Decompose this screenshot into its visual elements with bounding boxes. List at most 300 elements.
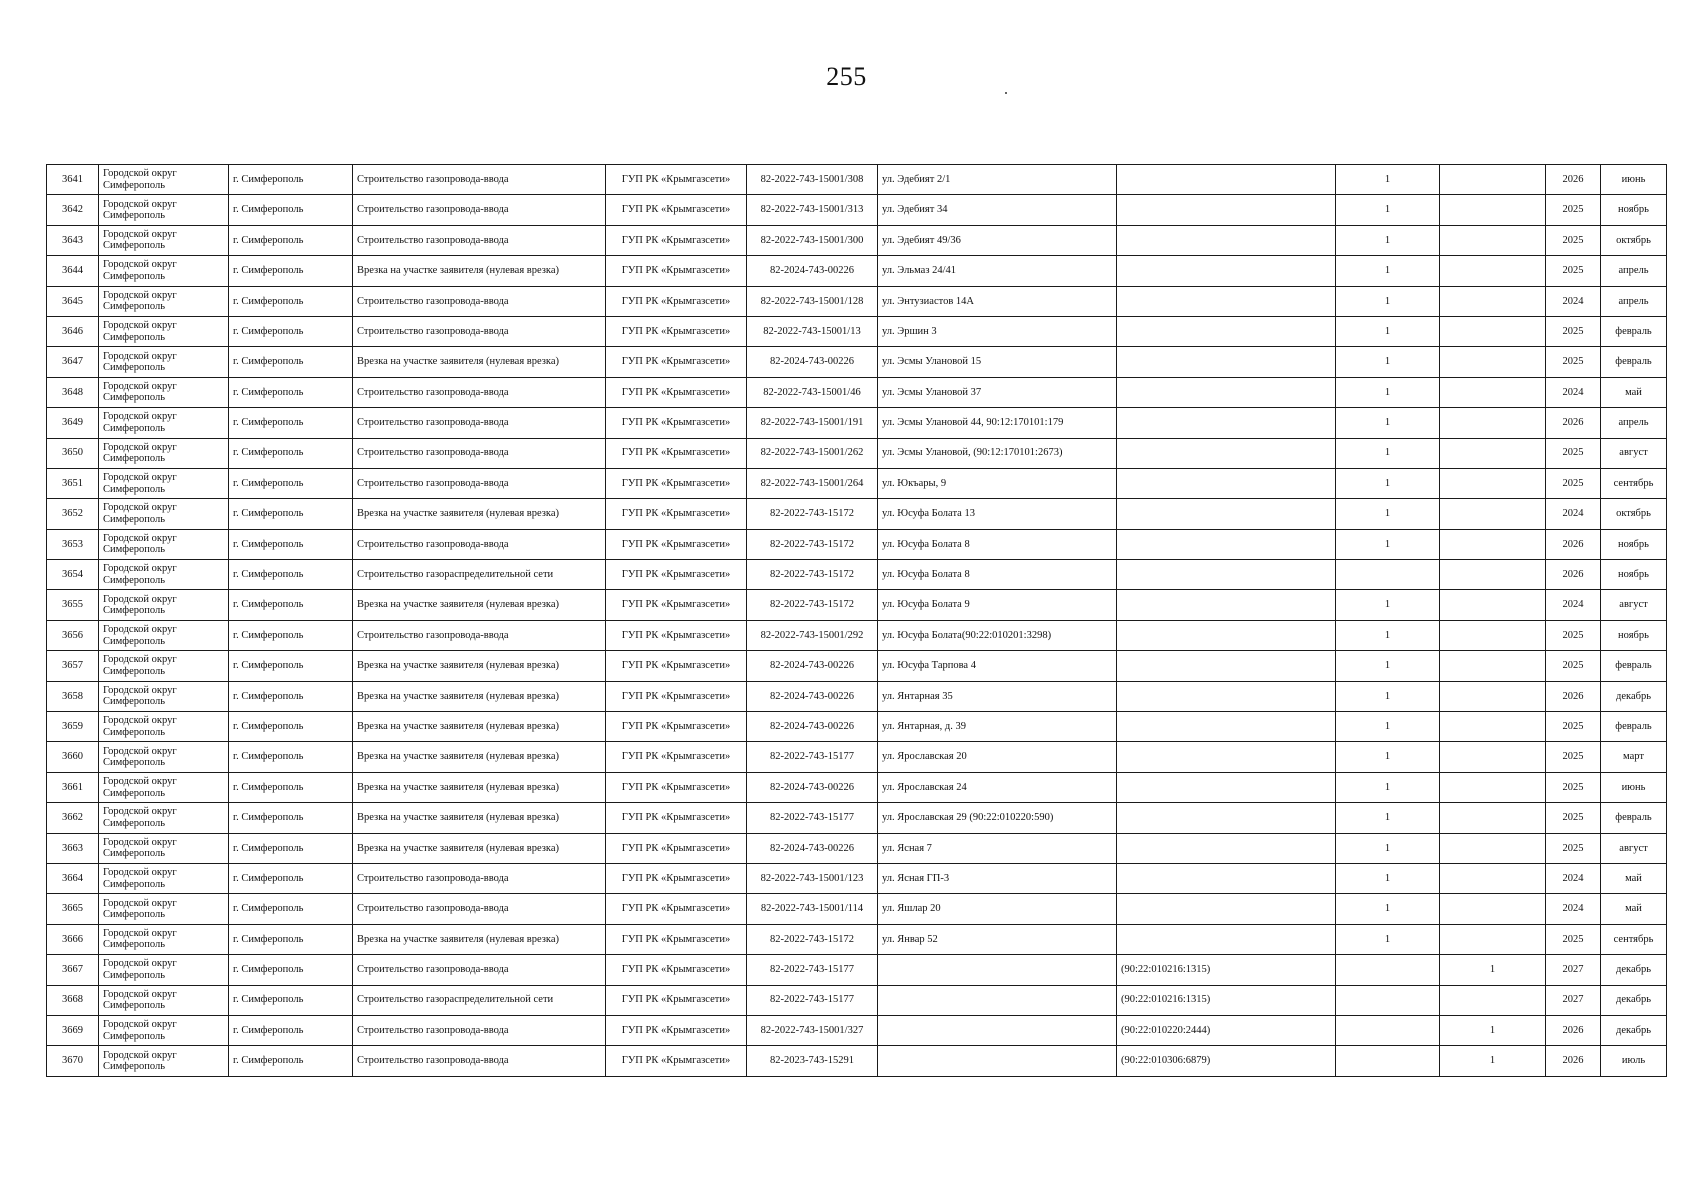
- count-secondary-cell: 1: [1440, 1015, 1546, 1045]
- count-secondary-cell: [1440, 256, 1546, 286]
- count-cell: 1: [1336, 256, 1440, 286]
- month-cell: февраль: [1601, 712, 1667, 742]
- district-cell: Городской округ Симферополь: [99, 377, 229, 407]
- year-cell: 2025: [1546, 924, 1601, 954]
- organization-cell: ГУП РК «Крымгазсети»: [606, 985, 747, 1015]
- table-row: [47, 590, 1667, 620]
- year-cell: 2026: [1546, 560, 1601, 590]
- year-cell: 2025: [1546, 468, 1601, 498]
- count-secondary-cell: [1440, 894, 1546, 924]
- work-type-cell: Строительство газопровода-ввода: [353, 955, 606, 985]
- city-cell: г. Симферополь: [229, 712, 353, 742]
- work-type-cell: Строительство газопровода-ввода: [353, 286, 606, 316]
- year-cell: 2026: [1546, 681, 1601, 711]
- program-code-cell: 82-2024-743-00226: [747, 833, 878, 863]
- year-cell: 2027: [1546, 985, 1601, 1015]
- table-row: [47, 408, 1667, 438]
- year-cell: 2025: [1546, 256, 1601, 286]
- row-number: 3643: [47, 225, 99, 255]
- work-type-cell: Строительство газопровода-ввода: [353, 225, 606, 255]
- row-number: 3646: [47, 316, 99, 346]
- city-cell: г. Симферополь: [229, 772, 353, 802]
- program-code-cell: 82-2022-743-15001/327: [747, 1015, 878, 1045]
- cadastral-cell: [1117, 165, 1336, 195]
- month-cell: февраль: [1601, 316, 1667, 346]
- count-secondary-cell: [1440, 620, 1546, 650]
- count-secondary-cell: [1440, 985, 1546, 1015]
- address-cell: ул. Юсуфа Болата 8: [878, 529, 1117, 559]
- row-number: 3660: [47, 742, 99, 772]
- work-type-cell: Врезка на участке заявителя (нулевая врезка): [353, 742, 606, 772]
- address-cell: ул. Эсмы Улановой, (90:12:170101:2673): [878, 438, 1117, 468]
- organization-cell: ГУП РК «Крымгазсети»: [606, 712, 747, 742]
- organization-cell: ГУП РК «Крымгазсети»: [606, 590, 747, 620]
- table-row: [47, 742, 1667, 772]
- address-cell: [878, 1046, 1117, 1076]
- program-code-cell: 82-2022-743-15172: [747, 560, 878, 590]
- address-cell: ул. Янтарная, д. 39: [878, 712, 1117, 742]
- program-code-cell: 82-2022-743-15001/262: [747, 438, 878, 468]
- year-cell: 2025: [1546, 347, 1601, 377]
- row-number: 3641: [47, 165, 99, 195]
- address-cell: ул. Эдебият 34: [878, 195, 1117, 225]
- row-number: 3655: [47, 590, 99, 620]
- year-cell: 2025: [1546, 651, 1601, 681]
- row-number: 3644: [47, 256, 99, 286]
- work-type-cell: Врезка на участке заявителя (нулевая врезка): [353, 712, 606, 742]
- count-cell: 1: [1336, 529, 1440, 559]
- cadastral-cell: [1117, 347, 1336, 377]
- month-cell: май: [1601, 894, 1667, 924]
- count-secondary-cell: [1440, 590, 1546, 620]
- work-type-cell: Врезка на участке заявителя (нулевая врезка): [353, 499, 606, 529]
- city-cell: г. Симферополь: [229, 377, 353, 407]
- table-row: [47, 286, 1667, 316]
- count-cell: 1: [1336, 225, 1440, 255]
- month-cell: октябрь: [1601, 499, 1667, 529]
- month-cell: ноябрь: [1601, 560, 1667, 590]
- address-cell: ул. Юсуфа Тарпова 4: [878, 651, 1117, 681]
- district-cell: Городской округ Симферополь: [99, 590, 229, 620]
- year-cell: 2024: [1546, 590, 1601, 620]
- month-cell: сентябрь: [1601, 468, 1667, 498]
- organization-cell: ГУП РК «Крымгазсети»: [606, 955, 747, 985]
- count-secondary-cell: [1440, 772, 1546, 802]
- district-cell: Городской округ Симферополь: [99, 712, 229, 742]
- page-number: 255: [826, 62, 867, 91]
- table-row: [47, 195, 1667, 225]
- organization-cell: ГУП РК «Крымгазсети»: [606, 651, 747, 681]
- count-secondary-cell: [1440, 408, 1546, 438]
- count-cell: 1: [1336, 681, 1440, 711]
- row-number: 3658: [47, 681, 99, 711]
- month-cell: сентябрь: [1601, 924, 1667, 954]
- city-cell: г. Симферополь: [229, 894, 353, 924]
- work-type-cell: Врезка на участке заявителя (нулевая врезка): [353, 833, 606, 863]
- month-cell: февраль: [1601, 803, 1667, 833]
- count-cell: [1336, 1015, 1440, 1045]
- count-cell: 1: [1336, 742, 1440, 772]
- cadastral-cell: (90:22:010216:1315): [1117, 955, 1336, 985]
- district-cell: Городской округ Симферополь: [99, 742, 229, 772]
- row-number: 3663: [47, 833, 99, 863]
- cadastral-cell: (90:22:010216:1315): [1117, 985, 1336, 1015]
- month-cell: март: [1601, 742, 1667, 772]
- organization-cell: ГУП РК «Крымгазсети»: [606, 560, 747, 590]
- table-row: [47, 803, 1667, 833]
- row-number: 3665: [47, 894, 99, 924]
- count-cell: 1: [1336, 651, 1440, 681]
- work-type-cell: Строительство газопровода-ввода: [353, 620, 606, 650]
- program-code-cell: 82-2022-743-15177: [747, 803, 878, 833]
- district-cell: Городской округ Симферополь: [99, 408, 229, 438]
- year-cell: 2025: [1546, 833, 1601, 863]
- program-code-cell: 82-2022-743-15177: [747, 742, 878, 772]
- address-cell: ул. Юкъары, 9: [878, 468, 1117, 498]
- scan-dot: [1005, 92, 1007, 94]
- row-number: 3661: [47, 772, 99, 802]
- district-cell: Городской округ Симферополь: [99, 803, 229, 833]
- cadastral-cell: [1117, 438, 1336, 468]
- work-type-cell: Врезка на участке заявителя (нулевая врезка): [353, 590, 606, 620]
- district-cell: Городской округ Симферополь: [99, 985, 229, 1015]
- count-secondary-cell: [1440, 560, 1546, 590]
- program-code-cell: 82-2022-743-15001/46: [747, 377, 878, 407]
- district-cell: Городской округ Симферополь: [99, 499, 229, 529]
- count-cell: 1: [1336, 803, 1440, 833]
- district-cell: Городской округ Симферополь: [99, 772, 229, 802]
- month-cell: апрель: [1601, 408, 1667, 438]
- organization-cell: ГУП РК «Крымгазсети»: [606, 803, 747, 833]
- count-cell: 1: [1336, 499, 1440, 529]
- cadastral-cell: [1117, 195, 1336, 225]
- cadastral-cell: (90:22:010220:2444): [1117, 1015, 1336, 1045]
- count-cell: 1: [1336, 195, 1440, 225]
- month-cell: декабрь: [1601, 955, 1667, 985]
- year-cell: 2025: [1546, 225, 1601, 255]
- district-cell: Городской округ Симферополь: [99, 833, 229, 863]
- count-cell: 1: [1336, 347, 1440, 377]
- city-cell: г. Симферополь: [229, 256, 353, 286]
- organization-cell: ГУП РК «Крымгазсети»: [606, 1015, 747, 1045]
- city-cell: г. Симферополь: [229, 955, 353, 985]
- city-cell: г. Симферополь: [229, 681, 353, 711]
- month-cell: февраль: [1601, 651, 1667, 681]
- work-type-cell: Врезка на участке заявителя (нулевая врезка): [353, 772, 606, 802]
- count-cell: 1: [1336, 408, 1440, 438]
- district-cell: Городской округ Симферополь: [99, 468, 229, 498]
- organization-cell: ГУП РК «Крымгазсети»: [606, 529, 747, 559]
- program-code-cell: 82-2022-743-15172: [747, 499, 878, 529]
- year-cell: 2027: [1546, 955, 1601, 985]
- organization-cell: ГУП РК «Крымгазсети»: [606, 833, 747, 863]
- district-cell: Городской округ Симферополь: [99, 256, 229, 286]
- table-row: [47, 620, 1667, 650]
- city-cell: г. Симферополь: [229, 651, 353, 681]
- count-cell: 1: [1336, 924, 1440, 954]
- year-cell: 2026: [1546, 1046, 1601, 1076]
- program-code-cell: 82-2022-743-15001/313: [747, 195, 878, 225]
- program-code-cell: 82-2022-743-15172: [747, 529, 878, 559]
- work-type-cell: Строительство газопровода-ввода: [353, 408, 606, 438]
- cadastral-cell: [1117, 377, 1336, 407]
- row-number: 3647: [47, 347, 99, 377]
- cadastral-cell: [1117, 408, 1336, 438]
- count-secondary-cell: [1440, 286, 1546, 316]
- count-cell: 1: [1336, 833, 1440, 863]
- organization-cell: ГУП РК «Крымгазсети»: [606, 286, 747, 316]
- district-cell: Городской округ Симферополь: [99, 955, 229, 985]
- work-type-cell: Строительство газопровода-ввода: [353, 1046, 606, 1076]
- city-cell: г. Симферополь: [229, 468, 353, 498]
- city-cell: г. Симферополь: [229, 347, 353, 377]
- month-cell: апрель: [1601, 256, 1667, 286]
- work-type-cell: Врезка на участке заявителя (нулевая врезка): [353, 651, 606, 681]
- city-cell: г. Симферополь: [229, 742, 353, 772]
- table-row: [47, 772, 1667, 802]
- count-cell: 1: [1336, 438, 1440, 468]
- month-cell: октябрь: [1601, 225, 1667, 255]
- year-cell: 2025: [1546, 712, 1601, 742]
- cadastral-cell: [1117, 620, 1336, 650]
- cadastral-cell: [1117, 924, 1336, 954]
- month-cell: август: [1601, 833, 1667, 863]
- count-secondary-cell: [1440, 924, 1546, 954]
- address-cell: ул. Ясная 7: [878, 833, 1117, 863]
- year-cell: 2024: [1546, 863, 1601, 893]
- cadastral-cell: [1117, 225, 1336, 255]
- address-cell: ул. Ясная ГП-3: [878, 863, 1117, 893]
- table-row: [47, 985, 1667, 1015]
- cadastral-cell: [1117, 468, 1336, 498]
- address-cell: ул. Ярославская 20: [878, 742, 1117, 772]
- work-type-cell: Строительство газопровода-ввода: [353, 377, 606, 407]
- count-cell: 1: [1336, 590, 1440, 620]
- table-row: [47, 955, 1667, 985]
- row-number: 3659: [47, 712, 99, 742]
- program-code-cell: 82-2022-743-15001/264: [747, 468, 878, 498]
- month-cell: апрель: [1601, 286, 1667, 316]
- row-number: 3648: [47, 377, 99, 407]
- program-code-cell: 82-2024-743-00226: [747, 347, 878, 377]
- organization-cell: ГУП РК «Крымгазсети»: [606, 742, 747, 772]
- program-code-cell: 82-2022-743-15172: [747, 590, 878, 620]
- district-cell: Городской округ Симферополь: [99, 316, 229, 346]
- district-cell: Городской округ Симферополь: [99, 894, 229, 924]
- cadastral-cell: [1117, 803, 1336, 833]
- table-row: [47, 924, 1667, 954]
- organization-cell: ГУП РК «Крымгазсети»: [606, 863, 747, 893]
- year-cell: 2025: [1546, 195, 1601, 225]
- program-code-cell: 82-2024-743-00226: [747, 681, 878, 711]
- organization-cell: ГУП РК «Крымгазсети»: [606, 468, 747, 498]
- district-cell: Городской округ Симферополь: [99, 347, 229, 377]
- row-number: 3669: [47, 1015, 99, 1045]
- district-cell: Городской округ Симферополь: [99, 560, 229, 590]
- count-cell: [1336, 1046, 1440, 1076]
- count-cell: 1: [1336, 377, 1440, 407]
- count-secondary-cell: 1: [1440, 1046, 1546, 1076]
- month-cell: декабрь: [1601, 1015, 1667, 1045]
- row-number: 3666: [47, 924, 99, 954]
- table-row: [47, 1015, 1667, 1045]
- cadastral-cell: [1117, 712, 1336, 742]
- count-cell: 1: [1336, 286, 1440, 316]
- city-cell: г. Симферополь: [229, 286, 353, 316]
- city-cell: г. Симферополь: [229, 165, 353, 195]
- row-number: 3653: [47, 529, 99, 559]
- cadastral-cell: [1117, 681, 1336, 711]
- address-cell: ул. Юсуфа Болата(90:22:010201:3298): [878, 620, 1117, 650]
- year-cell: 2024: [1546, 894, 1601, 924]
- count-cell: 1: [1336, 468, 1440, 498]
- district-cell: Городской округ Симферополь: [99, 438, 229, 468]
- month-cell: февраль: [1601, 347, 1667, 377]
- count-secondary-cell: [1440, 651, 1546, 681]
- address-cell: ул. Ярославская 29 (90:22:010220:590): [878, 803, 1117, 833]
- year-cell: 2024: [1546, 499, 1601, 529]
- district-cell: Городской округ Симферополь: [99, 165, 229, 195]
- table-row: [47, 347, 1667, 377]
- cadastral-cell: (90:22:010306:6879): [1117, 1046, 1336, 1076]
- table-row: [47, 529, 1667, 559]
- city-cell: г. Симферополь: [229, 1046, 353, 1076]
- address-cell: ул. Эдебият 2/1: [878, 165, 1117, 195]
- cadastral-cell: [1117, 833, 1336, 863]
- organization-cell: ГУП РК «Крымгазсети»: [606, 195, 747, 225]
- row-number: 3668: [47, 985, 99, 1015]
- program-code-cell: 82-2023-743-15291: [747, 1046, 878, 1076]
- program-code-cell: 82-2022-743-15001/300: [747, 225, 878, 255]
- count-secondary-cell: [1440, 347, 1546, 377]
- count-secondary-cell: [1440, 316, 1546, 346]
- row-number: 3656: [47, 620, 99, 650]
- count-cell: 1: [1336, 863, 1440, 893]
- table-row: [47, 468, 1667, 498]
- month-cell: август: [1601, 590, 1667, 620]
- count-cell: 1: [1336, 772, 1440, 802]
- city-cell: г. Симферополь: [229, 833, 353, 863]
- address-cell: ул. Эльмаз 24/41: [878, 256, 1117, 286]
- address-cell: ул. Янтарная 35: [878, 681, 1117, 711]
- work-type-cell: Врезка на участке заявителя (нулевая врезка): [353, 924, 606, 954]
- cadastral-cell: [1117, 286, 1336, 316]
- city-cell: г. Симферополь: [229, 620, 353, 650]
- city-cell: г. Симферополь: [229, 1015, 353, 1045]
- organization-cell: ГУП РК «Крымгазсети»: [606, 894, 747, 924]
- month-cell: ноябрь: [1601, 620, 1667, 650]
- month-cell: июль: [1601, 1046, 1667, 1076]
- organization-cell: ГУП РК «Крымгазсети»: [606, 1046, 747, 1076]
- organization-cell: ГУП РК «Крымгазсети»: [606, 165, 747, 195]
- table-row: [47, 225, 1667, 255]
- address-cell: [878, 985, 1117, 1015]
- program-code-cell: 82-2024-743-00226: [747, 772, 878, 802]
- district-cell: Городской округ Симферополь: [99, 1046, 229, 1076]
- city-cell: г. Симферополь: [229, 560, 353, 590]
- year-cell: 2024: [1546, 377, 1601, 407]
- row-number: 3662: [47, 803, 99, 833]
- program-code-cell: 82-2022-743-15172: [747, 924, 878, 954]
- work-type-cell: Врезка на участке заявителя (нулевая врезка): [353, 256, 606, 286]
- program-code-cell: 82-2022-743-15177: [747, 985, 878, 1015]
- work-type-cell: Строительство газопровода-ввода: [353, 316, 606, 346]
- cadastral-cell: [1117, 772, 1336, 802]
- table-row: [47, 712, 1667, 742]
- year-cell: 2026: [1546, 1015, 1601, 1045]
- count-secondary-cell: [1440, 225, 1546, 255]
- city-cell: г. Симферополь: [229, 803, 353, 833]
- month-cell: ноябрь: [1601, 195, 1667, 225]
- cadastral-cell: [1117, 894, 1336, 924]
- year-cell: 2026: [1546, 408, 1601, 438]
- cadastral-cell: [1117, 590, 1336, 620]
- program-code-cell: 82-2022-743-15001/13: [747, 316, 878, 346]
- month-cell: июнь: [1601, 772, 1667, 802]
- table-row: [47, 499, 1667, 529]
- year-cell: 2026: [1546, 165, 1601, 195]
- city-cell: г. Симферополь: [229, 316, 353, 346]
- work-type-cell: Строительство газопровода-ввода: [353, 894, 606, 924]
- organization-cell: ГУП РК «Крымгазсети»: [606, 620, 747, 650]
- city-cell: г. Симферополь: [229, 985, 353, 1015]
- district-cell: Городской округ Симферополь: [99, 620, 229, 650]
- work-type-cell: Строительство газопровода-ввода: [353, 468, 606, 498]
- count-secondary-cell: [1440, 438, 1546, 468]
- district-cell: Городской округ Симферополь: [99, 225, 229, 255]
- count-cell: 1: [1336, 316, 1440, 346]
- count-cell: 1: [1336, 620, 1440, 650]
- organization-cell: ГУП РК «Крымгазсети»: [606, 772, 747, 802]
- work-type-cell: Строительство газопровода-ввода: [353, 438, 606, 468]
- organization-cell: ГУП РК «Крымгазсети»: [606, 438, 747, 468]
- year-cell: 2025: [1546, 316, 1601, 346]
- address-cell: ул. Ярославская 24: [878, 772, 1117, 802]
- cadastral-cell: [1117, 529, 1336, 559]
- count-secondary-cell: [1440, 863, 1546, 893]
- cadastral-cell: [1117, 863, 1336, 893]
- count-cell: [1336, 985, 1440, 1015]
- work-type-cell: Строительство газопровода-ввода: [353, 195, 606, 225]
- year-cell: 2025: [1546, 438, 1601, 468]
- organization-cell: ГУП РК «Крымгазсети»: [606, 316, 747, 346]
- city-cell: г. Симферополь: [229, 408, 353, 438]
- year-cell: 2026: [1546, 529, 1601, 559]
- month-cell: ноябрь: [1601, 529, 1667, 559]
- address-cell: ул. Яшлар 20: [878, 894, 1117, 924]
- count-secondary-cell: [1440, 499, 1546, 529]
- table-row: [47, 377, 1667, 407]
- address-cell: [878, 1015, 1117, 1045]
- count-secondary-cell: [1440, 377, 1546, 407]
- row-number: 3651: [47, 468, 99, 498]
- cadastral-cell: [1117, 651, 1336, 681]
- address-cell: ул. Эршин 3: [878, 316, 1117, 346]
- work-type-cell: Строительство газопровода-ввода: [353, 1015, 606, 1045]
- program-code-cell: 82-2022-743-15001/128: [747, 286, 878, 316]
- count-cell: [1336, 560, 1440, 590]
- work-type-cell: Строительство газопровода-ввода: [353, 863, 606, 893]
- table-row: [47, 256, 1667, 286]
- address-cell: ул. Эдебият 49/36: [878, 225, 1117, 255]
- table-row: [47, 833, 1667, 863]
- registry-rows: [47, 165, 1667, 1077]
- count-secondary-cell: [1440, 468, 1546, 498]
- city-cell: г. Симферополь: [229, 924, 353, 954]
- registry-table: [46, 164, 1667, 1077]
- cadastral-cell: [1117, 560, 1336, 590]
- program-code-cell: 82-2022-743-15001/292: [747, 620, 878, 650]
